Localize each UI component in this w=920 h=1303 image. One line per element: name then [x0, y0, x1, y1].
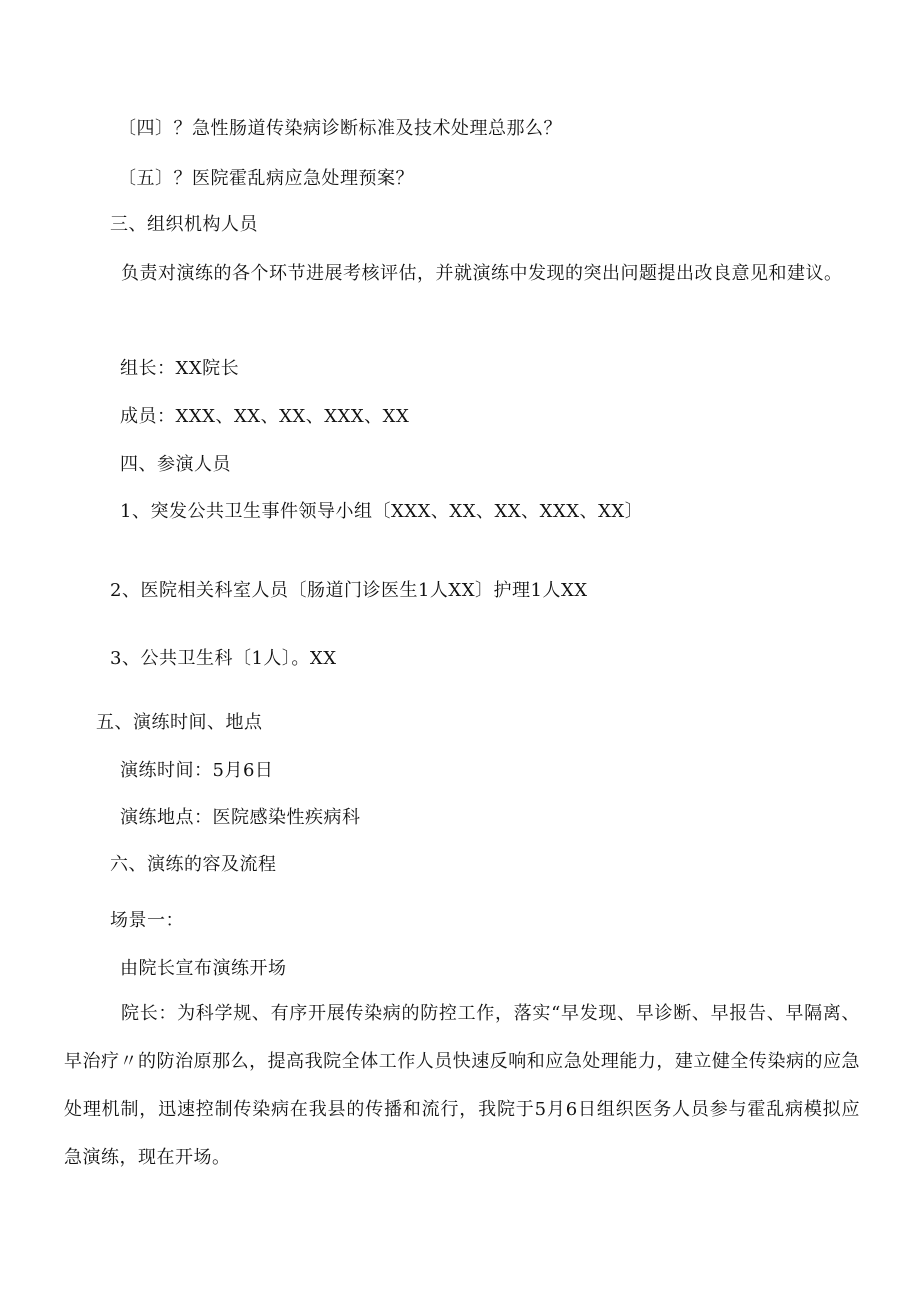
section-heading-3: 三、组织机构人员	[110, 214, 258, 235]
scene-one-intro: 由院长宣布演练开场	[120, 958, 287, 979]
item-four: 〔四〕？急性肠道传染病诊断标准及技术处理总那么？	[118, 118, 562, 139]
drill-time: 演练时间：5月6日	[120, 760, 274, 781]
responsibility-paragraph: 负责对演练的各个环节进展考核评估，并就演练中发现的突出问题提出改良意见和建议。	[121, 263, 843, 284]
item-five: 〔五〕？医院霍乱病应急处理预案？	[118, 168, 414, 189]
participant-1: 1、突发公共卫生事件领导小组〔XXX、XX、XX、XXX、XX〕	[120, 501, 644, 522]
team-leader: 组长：XX院长	[120, 358, 240, 379]
participant-2: 2、医院相关科室人员〔肠道门诊医生1人XX〕护理1人XX	[110, 580, 588, 601]
drill-location: 演练地点：医院感染性疾病科	[120, 807, 361, 828]
team-members: 成员：XXX、XX、XX、XXX、XX	[120, 406, 410, 427]
section-heading-4: 四、参演人员	[120, 454, 231, 475]
scene-one-title: 场景一：	[110, 910, 184, 931]
section-heading-6: 六、演练的容及流程	[110, 854, 277, 875]
participant-3: 3、公共卫生科〔1人〕。XX	[110, 648, 337, 669]
director-speech: 院长：为科学规、有序开展传染病的防控工作，落实“早发现、早诊断、早报告、早隔离、早治疗〃的防治原那么，提高我院全体工作人员快速反响和应急处理能力，建立健全传染病的应急处理机制，迅速控制传染病在我县的传播和流行，我院于5月6日组织医务人员参与霍乱病模拟应急演练，现在开场。	[64, 1003, 860, 1168]
section-heading-5: 五、演练时间、地点	[96, 712, 263, 733]
